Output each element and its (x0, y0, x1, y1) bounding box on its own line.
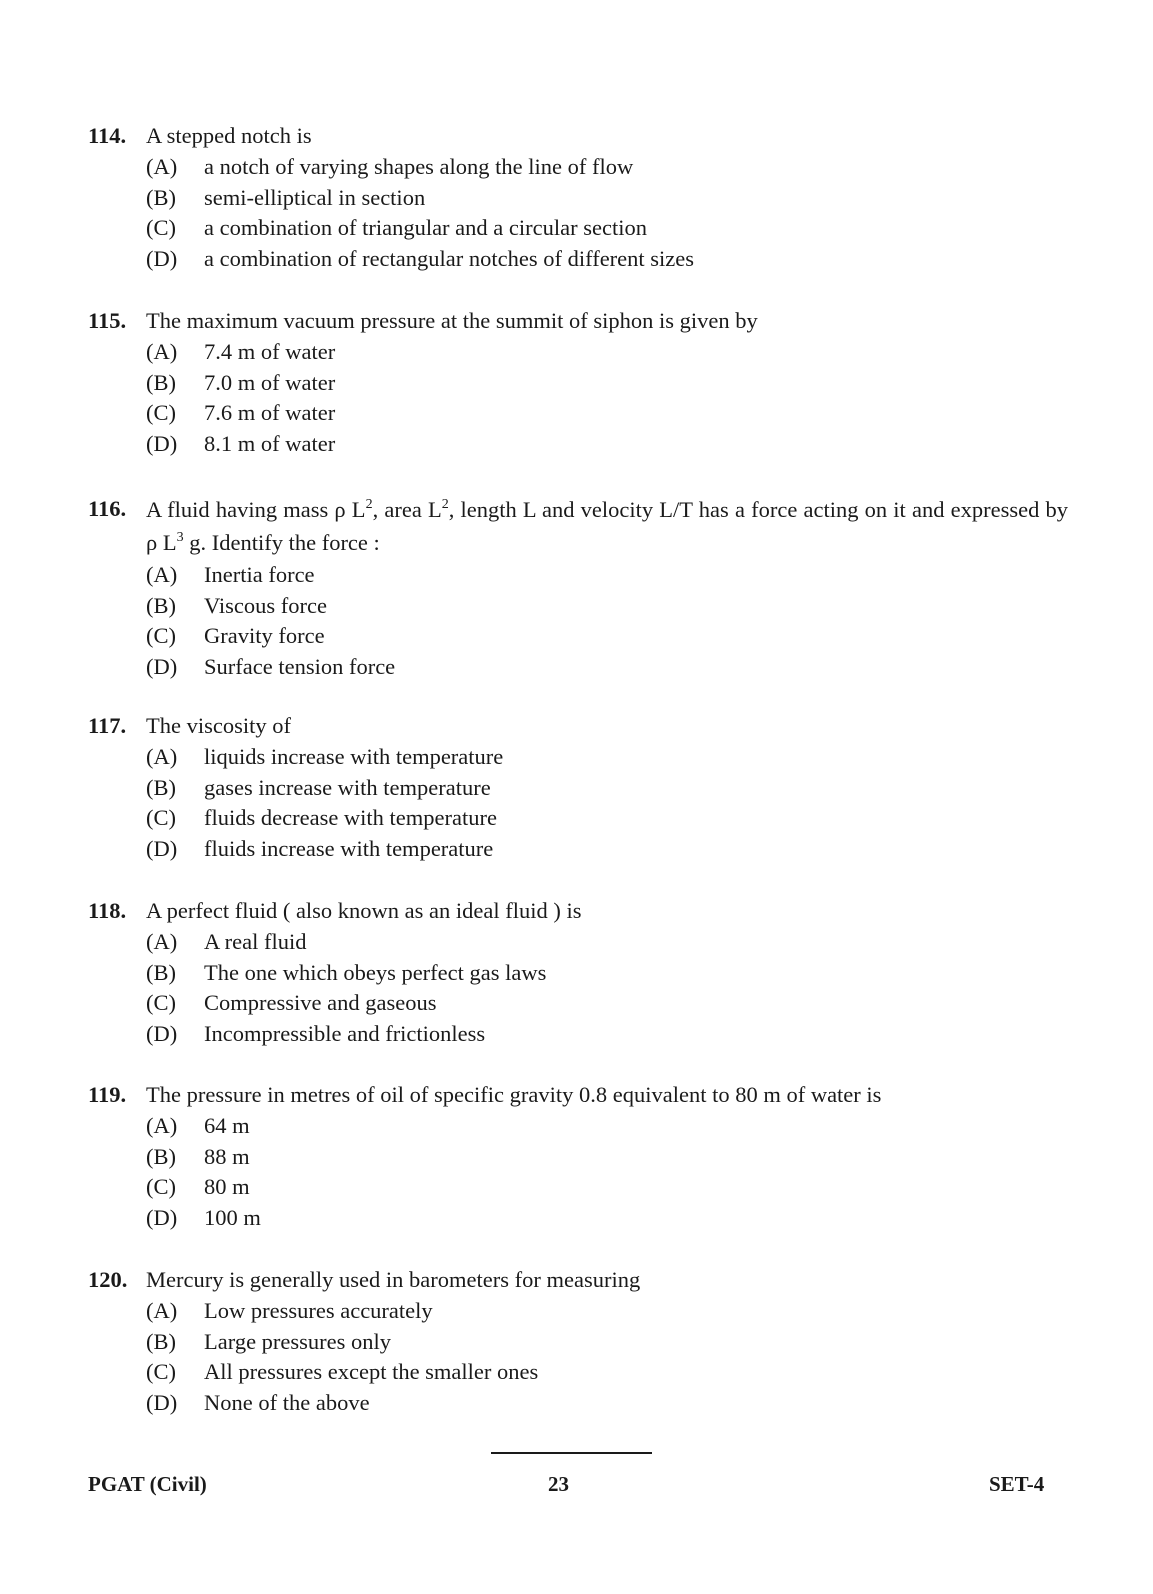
option-label: (B) (146, 959, 176, 985)
option-text: Low pressures accurately (204, 1298, 433, 1323)
question-number: 115. (88, 308, 127, 333)
option-text: fluids increase with temperature (204, 836, 494, 862)
option-c (146, 397, 1068, 428)
option-text: Compressive and gaseous (204, 990, 437, 1016)
footer-exam-title: PGAT (Civil) (88, 1472, 207, 1496)
option-text: Surface tension force (204, 654, 396, 680)
option-c (146, 1171, 1068, 1202)
question-text: The viscosity of (146, 713, 291, 738)
option-a (146, 926, 1068, 957)
option-label: (C) (146, 990, 176, 1016)
option-a (146, 741, 1068, 772)
option-label: (C) (146, 1174, 176, 1200)
option-label: (A) (146, 929, 178, 954)
option-label: (B) (146, 1143, 176, 1169)
option-list (146, 1110, 1068, 1233)
option-list (146, 1295, 1068, 1418)
option-list (146, 336, 1068, 459)
footer-divider (491, 1452, 652, 1454)
option-text: Inertia force (204, 562, 315, 587)
option-d (146, 243, 1068, 274)
question-117 (88, 710, 1068, 864)
option-text: None of the above (204, 1390, 370, 1416)
option-label: (A) (146, 154, 178, 179)
option-text: 100 m (204, 1205, 261, 1231)
option-d (146, 1202, 1068, 1233)
option-b (146, 590, 1068, 621)
option-list (146, 741, 1068, 864)
option-list (146, 559, 1068, 682)
option-label: (B) (146, 369, 176, 395)
question-text (146, 493, 1068, 559)
option-text: a combination of triangular and a circular section (204, 215, 647, 241)
option-b (146, 182, 1068, 213)
option-label: (D) (146, 1021, 178, 1047)
option-label: (D) (146, 836, 178, 862)
option-text: a notch of varying shapes along the line of flow (204, 154, 634, 179)
option-label: (B) (146, 1328, 176, 1354)
option-b (146, 957, 1068, 988)
option-label: (C) (146, 1359, 176, 1385)
question-115 (88, 305, 1068, 459)
question-119 (88, 1079, 1068, 1233)
question-text: A stepped notch is (146, 123, 312, 148)
option-label: (D) (146, 431, 178, 457)
option-label: (B) (146, 184, 176, 210)
option-a (146, 1110, 1068, 1141)
superscript: 2 (441, 497, 449, 512)
option-text: The one which obeys perfect gas laws (204, 959, 547, 985)
option-label: (D) (146, 246, 178, 272)
option-text: 64 m (204, 1113, 250, 1138)
question-number: 120. (88, 1267, 128, 1292)
option-c (146, 802, 1068, 833)
option-c (146, 1356, 1068, 1387)
option-text: 7.6 m of water (204, 400, 336, 426)
question-118 (88, 895, 1068, 1049)
option-label: (C) (146, 215, 176, 241)
option-text: 8.1 m of water (204, 431, 336, 457)
option-label: (B) (146, 592, 176, 618)
question-number: 118. (88, 898, 127, 923)
option-b (146, 1141, 1068, 1172)
option-a (146, 559, 1068, 590)
option-d (146, 1018, 1068, 1049)
option-text: liquids increase with temperature (204, 744, 504, 769)
option-c (146, 987, 1068, 1018)
option-text: A real fluid (204, 929, 307, 954)
question-number: 119. (88, 1082, 127, 1107)
option-c (146, 620, 1068, 651)
footer-set-code: SET-4 (989, 1472, 1045, 1496)
option-text: 7.4 m of water (204, 339, 336, 364)
option-text: Viscous force (204, 592, 327, 618)
option-text: semi-elliptical in section (204, 184, 426, 210)
superscript: 3 (176, 530, 184, 545)
option-c (146, 212, 1068, 243)
question-text-part: A fluid having mass ρ L (146, 497, 366, 522)
option-label: (D) (146, 1390, 178, 1416)
question-120 (88, 1264, 1068, 1418)
option-b (146, 367, 1068, 398)
option-text: Large pressures only (204, 1328, 392, 1354)
option-d (146, 651, 1068, 682)
question-114 (88, 120, 1068, 274)
option-a (146, 336, 1068, 367)
question-text-part: , length L and velocity L/T has a force acting on it and expressed by ρ L (146, 497, 1068, 555)
option-label: (A) (146, 1298, 178, 1323)
question-text: The maximum vacuum pressure at the summit of siphon is given by (146, 308, 758, 333)
option-text: 80 m (204, 1174, 250, 1200)
option-d (146, 1387, 1068, 1418)
option-label: (D) (146, 654, 178, 680)
option-text: gases increase with temperature (204, 774, 491, 800)
option-text: Incompressible and frictionless (204, 1021, 486, 1047)
option-text: 88 m (204, 1143, 250, 1169)
question-text: A perfect fluid ( also known as an ideal fluid ) is (146, 898, 582, 923)
option-text: fluids decrease with temperature (204, 805, 497, 831)
question-text-part: , area L (372, 497, 442, 522)
option-a (146, 151, 1068, 182)
option-text: Gravity force (204, 623, 325, 649)
option-label: (A) (146, 562, 178, 587)
option-label: (C) (146, 805, 176, 831)
question-number: 116. (88, 496, 127, 521)
question-text: Mercury is generally used in barometers for measuring (146, 1267, 641, 1292)
option-text: a combination of rectangular notches of different sizes (204, 246, 695, 272)
option-text: All pressures except the smaller ones (204, 1359, 539, 1385)
question-number: 114. (88, 123, 127, 148)
option-label: (C) (146, 400, 176, 426)
option-b (146, 1326, 1068, 1357)
option-label: (A) (146, 744, 178, 769)
option-list (146, 151, 1068, 274)
option-label: (C) (146, 623, 176, 649)
option-text: 7.0 m of water (204, 369, 336, 395)
option-label: (A) (146, 339, 178, 364)
option-d (146, 428, 1068, 459)
option-label: (A) (146, 1113, 178, 1138)
question-116 (88, 493, 1068, 682)
page-number: 23 (548, 1472, 569, 1496)
option-b (146, 772, 1068, 803)
superscript: 2 (365, 497, 373, 512)
question-text-part: g. Identify the force : (183, 530, 380, 555)
option-a (146, 1295, 1068, 1326)
option-list (146, 926, 1068, 1049)
question-number: 117. (88, 713, 127, 738)
option-d (146, 833, 1068, 864)
question-text: The pressure in metres of oil of specific gravity 0.8 equivalent to 80 m of water is (146, 1082, 882, 1107)
option-label: (D) (146, 1205, 178, 1231)
option-label: (B) (146, 774, 176, 800)
